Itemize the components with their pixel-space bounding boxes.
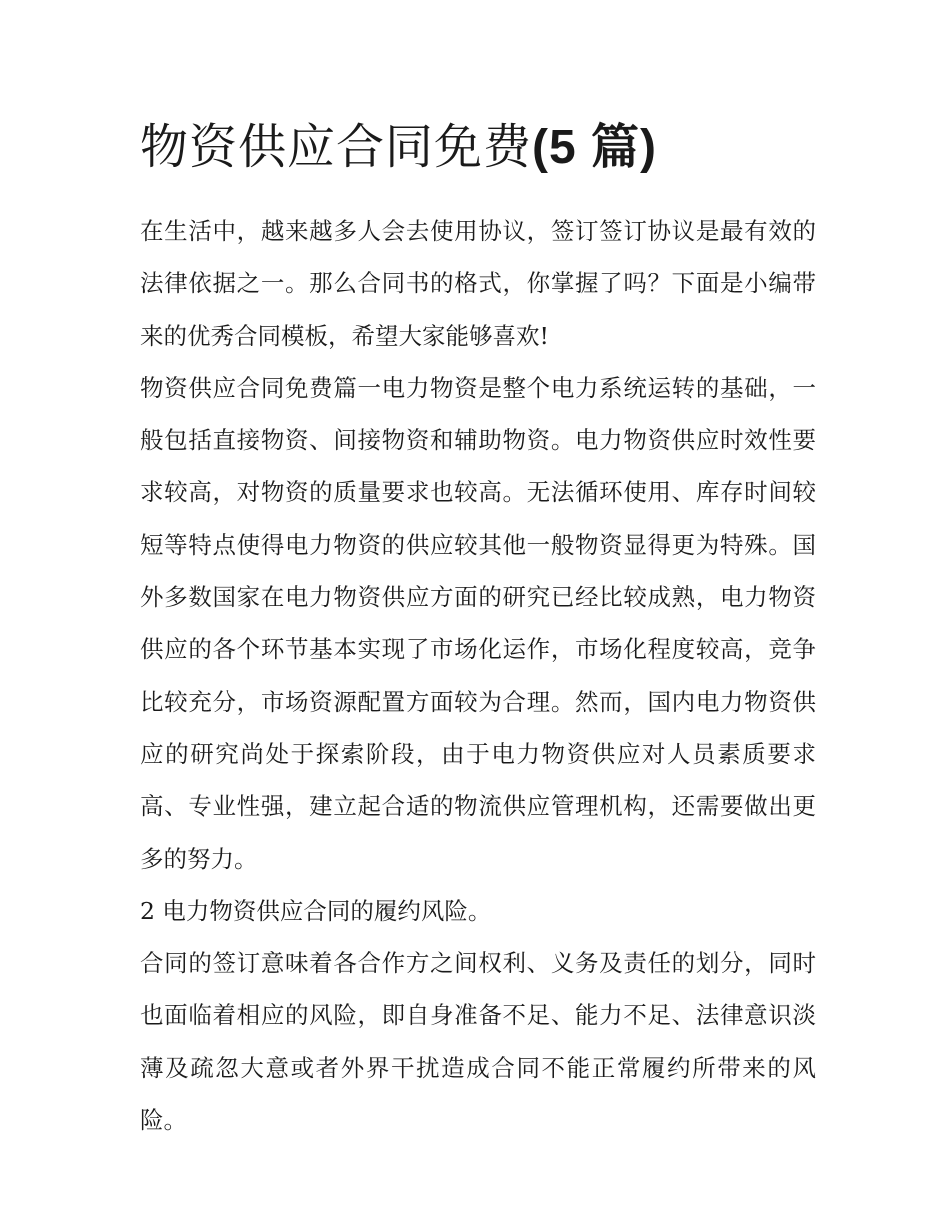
document-title-suffix: (5 篇) [532, 121, 658, 174]
document-page [140, 112, 816, 1146]
document-title [140, 112, 816, 183]
risk-body-paragraph: 合同的签订意味着各合作方之间权利、义务及责任的划分，同时也面临着相应的风险，即自身准备不足、能力不足、法律意识淡薄及疏忽大意或者外界干扰造成合同不能正常履约所带来的风险。 [140, 949, 816, 1135]
risk-heading-paragraph: 2 电力物资供应合同的履约风险。 [140, 896, 492, 925]
intro-paragraph: 在生活中，越来越多人会去使用协议，签订签订协议是最有效的法律依据之一。那么合同书的格式，你掌握了吗？下面是小编带来的优秀合同模板，希望大家能够喜欢! [140, 217, 816, 350]
section-one-paragraph: 物资供应合同免费篇一电力物资是整个电力系统运转的基础，一般包括直接物资、间接物资和辅助物资。电力物资供应时效性要求较高，对物资的质量要求也较高。无法循环使用、库存时间较短等特点使得电力物资的供应较其他一般物资显得更为特殊。国外多数国家在电力物资供应方面的研究已经比较成熟，电力物资供应的各个环节基本实现了市场化运作，市场化程度较高，竞争比较充分，市场资源配置方面较为合理。然而，国内电力物资供应的研究尚处于探索阶段，由于电力物资供应对人员素质要求高、专业性强，建立起合适的物流供应管理机构，还需要做出更多的努力。 [140, 373, 816, 873]
document-title-main: 物资供应合同免费 [140, 119, 533, 175]
